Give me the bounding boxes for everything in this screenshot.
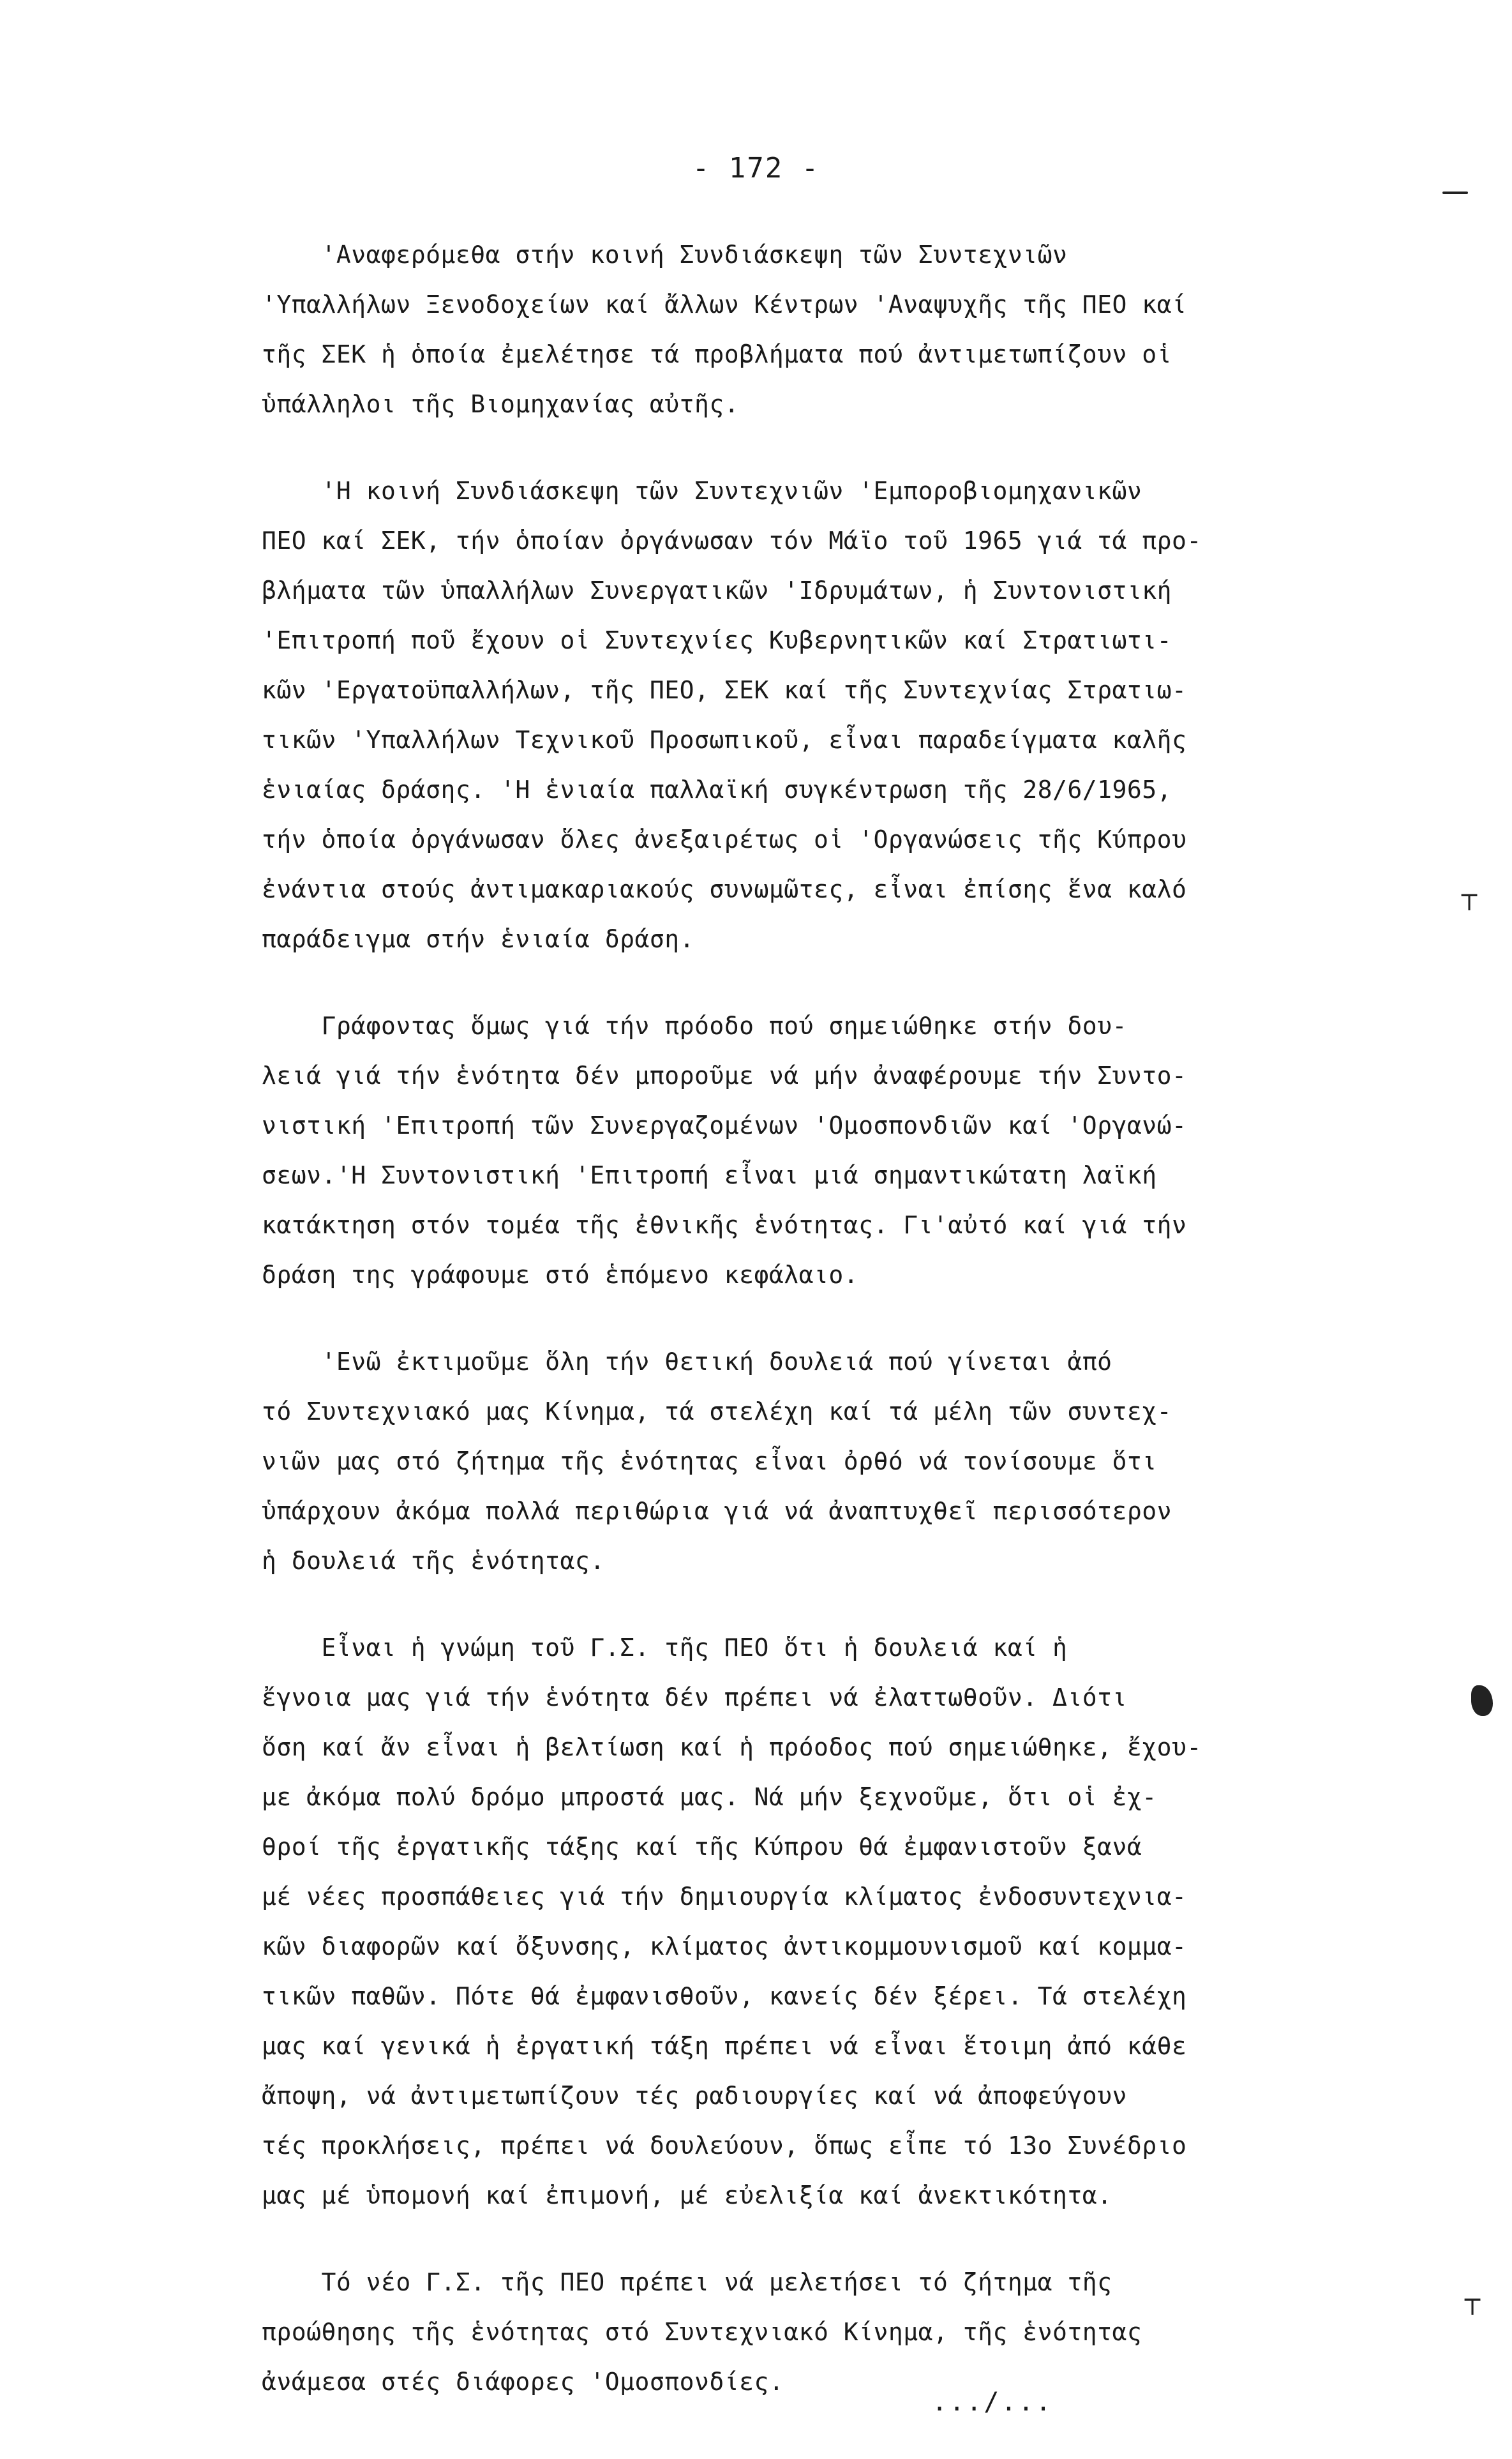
text-line: θροί τῆς ἐργατικῆς τάξης καί τῆς Κύπρου θά ἐμφανιστοῦν ξανά [262, 1833, 1142, 1861]
paragraph-4 [262, 1337, 1347, 1586]
text-line: παράδειγμα στήν ἑνιαία δράση. [262, 925, 694, 953]
continuation-mark: .../... [932, 2388, 1053, 2417]
text-line: Εἶναι ἡ γνώμη τοῦ Γ.Σ. τῆς ΠΕΟ ὅτι ἡ δουλειά καί ἡ [262, 1634, 1068, 1662]
text-line: δράση της γράφουμε στό ἑπόμενο κεφάλαιο. [262, 1261, 859, 1289]
text-line: ὑπάλληλοι τῆς Βιομηχανίας αὐτῆς. [262, 390, 740, 418]
text-line: ἑνιαίας δράσης. 'Η ἑνιαία παλλαϊκή συγκέντρωση τῆς 28/6/1965, [262, 776, 1172, 804]
paragraph-5 [262, 1623, 1347, 2220]
text-line: σεων.'Η Συντονιστική 'Επιτροπή εἶναι μιά σημαντικώτατη λαϊκή [262, 1161, 1157, 1189]
text-line: 'Επιτροπή ποῦ ἔχουν οἱ Συντεχνίες Κυβερνητικῶν καί Στρατιωτι- [262, 626, 1172, 654]
text-line: ἡ δουλειά τῆς ἑνότητας. [262, 1547, 605, 1575]
text-line: Γράφοντας ὅμως γιά τήν πρόοδο πού σημειώθηκε στήν δου- [262, 1012, 1127, 1040]
text-line: κῶν 'Εργατοϋπαλλήλων, τῆς ΠΕΟ, ΣΕΚ καί τῆς Συντεχνίας Στρατιω- [262, 676, 1187, 704]
body-text [262, 230, 1347, 2407]
paragraph-1 [262, 230, 1347, 429]
paragraph-2 [262, 466, 1347, 964]
text-line: μας καί γενικά ἡ ἐργατική τάξη πρέπει νά εἶναι ἕτοιμη ἀπό κάθε [262, 2032, 1187, 2060]
text-line: λειά γιά τήν ἑνότητα δέν μποροῦμε νά μήν ἀναφέρουμε τήν Συντο- [262, 1062, 1187, 1090]
scan-speck [1471, 1685, 1493, 1716]
text-line: ἀνάμεσα στές διάφορες 'Ομοσπονδίες. [262, 2368, 784, 2396]
paragraph-6 [262, 2257, 1347, 2407]
text-line: νιῶν μας στό ζήτημα τῆς ἑνότητας εἶναι ὀρθό νά τονίσουμε ὅτι [262, 1447, 1157, 1475]
text-line: τό Συντεχνιακό μας Κίνημα, τά στελέχη καί τά μέλη τῶν συντεχ- [262, 1397, 1172, 1425]
text-line: 'Η κοινή Συνδιάσκεψη τῶν Συντεχνιῶν 'Εμποροβιομηχανικῶν [262, 477, 1142, 505]
text-line: κατάκτηση στόν τομέα τῆς ἐθνικῆς ἑνότητας. Γι'αὐτό καί γιά τήν [262, 1211, 1187, 1239]
text-line: νιστική 'Επιτροπή τῶν Συνεργαζομένων 'Ομοσπονδιῶν καί 'Οργανώ- [262, 1111, 1187, 1139]
text-line: κῶν διαφορῶν καί ὄξυνσης, κλίματος ἀντικομμουνισμοῦ καί κομμα- [262, 1932, 1187, 1960]
margin-tick-mark: ┬ [1462, 881, 1478, 910]
scan-speck [1442, 192, 1468, 194]
text-line: 'Ενῶ ἐκτιμοῦμε ὅλη τήν θετική δουλειά πού γίνεται ἀπό [262, 1348, 1112, 1376]
text-line: βλήματα τῶν ὑπαλλήλων Συνεργατικῶν 'Ιδρυμάτων, ἡ Συντονιστική [262, 576, 1172, 605]
text-line: μέ νέες προσπάθειες γιά τήν δημιουργία κλίματος ἐνδοσυντεχνια- [262, 1883, 1187, 1911]
text-line: ἐνάντια στούς ἀντιμακαριακούς συνωμῶτες, εἶναι ἐπίσης ἕνα καλό [262, 875, 1187, 903]
text-line: τῆς ΣΕΚ ἡ ὁποία ἐμελέτησε τά προβλήματα πού ἀντιμετωπίζουν οἱ [262, 340, 1172, 368]
text-line: 'Υπαλλήλων Ξενοδοχείων καί ἄλλων Κέντρων 'Αναψυχῆς τῆς ΠΕΟ καί [262, 290, 1187, 319]
text-line: ἄποψη, νά ἀντιμετωπίζουν τές ραδιουργίες καί νά ἀποφεύγουν [262, 2082, 1127, 2110]
paragraph-3 [262, 1001, 1347, 1300]
text-line: με ἀκόμα πολύ δρόμο μπροστά μας. Νά μήν ξεχνοῦμε, ὅτι οἱ ἐχ- [262, 1783, 1157, 1811]
text-line: ὅση καί ἄν εἶναι ἡ βελτίωση καί ἡ πρόοδος πού σημειώθηκε, ἔχου- [262, 1733, 1202, 1761]
page-number: - 172 - [692, 152, 820, 184]
text-line: προώθησης τῆς ἑνότητας στό Συντεχνιακό Κίνημα, τῆς ἑνότητας [262, 2318, 1142, 2346]
text-line: τικῶν παθῶν. Πότε θά ἐμφανισθοῦν, κανείς δέν ξέρει. Τά στελέχη [262, 1982, 1187, 2010]
text-line: ὑπάρχουν ἀκόμα πολλά περιθώρια γιά νά ἀναπτυχθεῖ περισσότερον [262, 1497, 1172, 1525]
text-line: μας μέ ὑπομονή καί ἐπιμονή, μέ εὐελιξία καί ἀνεκτικότητα. [262, 2181, 1112, 2209]
text-line: τές προκλήσεις, πρέπει νά δουλεύουν, ὅπως εἶπε τό 13ο Συνέδριο [262, 2132, 1187, 2160]
margin-tick-mark: ┬ [1465, 2285, 1481, 2315]
text-line: τικῶν 'Υπαλλήλων Τεχνικοῦ Προσωπικοῦ, εἶναι παραδείγματα καλῆς [262, 726, 1187, 754]
text-line: Τό νέο Γ.Σ. τῆς ΠΕΟ πρέπει νά μελετήσει τό ζήτημα τῆς [262, 2268, 1112, 2296]
text-line: 'Αναφερόμεθα στήν κοινή Συνδιάσκεψη τῶν Συντεχνιῶν [262, 241, 1068, 269]
text-line: ΠΕΟ καί ΣΕΚ, τήν ὁποίαν ὀργάνωσαν τόν Μάϊο τοῦ 1965 γιά τά προ- [262, 527, 1202, 555]
text-line: ἔγνοια μας γιά τήν ἑνότητα δέν πρέπει νά ἐλαττωθοῦν. Διότι [262, 1683, 1127, 1711]
text-line: τήν ὁποία ὀργάνωσαν ὅλες ἀνεξαιρέτως οἱ 'Οργανώσεις τῆς Κύπρου [262, 825, 1187, 854]
